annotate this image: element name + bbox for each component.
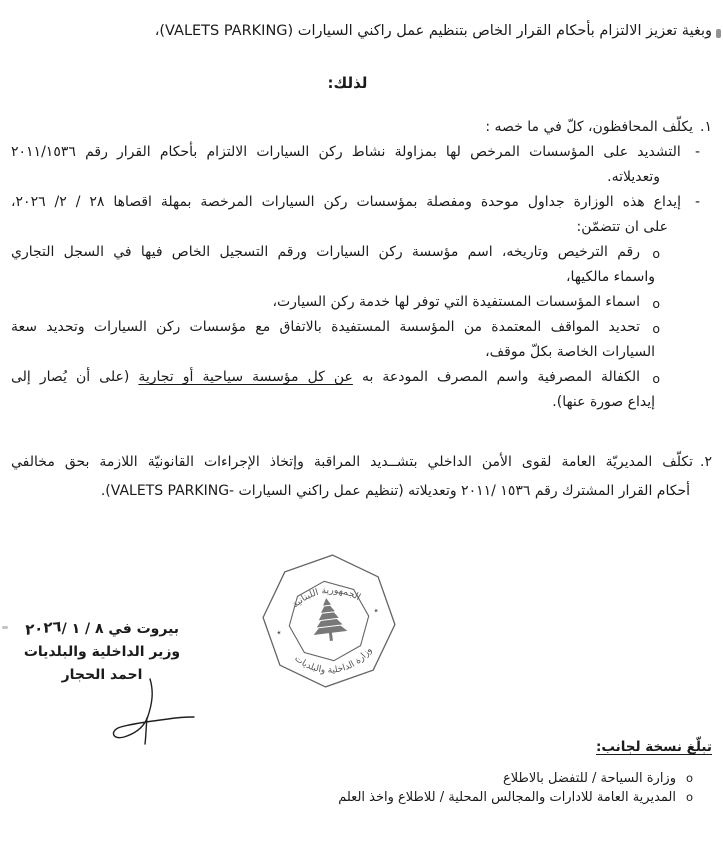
distribution-item-text: وزارة السياحة / للتفضل بالاطلاع [503,771,676,786]
bullet-3-text: تحديد المواقف المعتمدة من المؤسسة المستفيدة بالاتفاق مع مؤسسات ركن السيارات وتحديد سعة [11,319,640,335]
dash-item-1-line-2: وتعديلاته. [607,169,660,185]
item-2-line-2: أحكام القرار المشترك رقم ١٥٣٦ /٢٠١١ وتعديلاته (تنظيم عمل راكني السيارات -VALETS PARKING). [100,483,690,499]
decree-item-1 [11,114,712,415]
minister-signature-stroke [100,676,210,748]
bullet-item-4-line-2: إيداع صورة عنها). [552,394,655,410]
item-2-number: ٢. [700,454,712,470]
distribution-heading: تبلّغ نسخة لجانب: [595,739,712,755]
stamp-star-right-icon: ٭ [373,605,380,617]
decree-item-2 [11,448,712,506]
distribution-list [338,769,712,807]
therefore-heading: لذلك: [327,74,368,92]
stamp-bottom-text: وزارة الداخلية والبلديات [292,645,375,676]
bullet-marker: o [652,246,660,261]
place-and-date-line [6,617,198,641]
handwritten-year: ٢٠٢٦ [24,616,62,639]
item-1-number: ١. [700,119,712,135]
item-1-heading-line [11,114,712,140]
dash-marker: - [694,144,700,160]
scan-artifact [2,626,8,629]
bullet-4-text-underlined: عن كل مؤسسة سياحية أو تجارية [138,369,353,385]
item-2-line-1 [11,448,712,477]
stamp-star-left-icon: ٭ [276,627,283,639]
ministry-seal-stamp [256,550,402,692]
distribution-section [338,739,712,807]
intro-paragraph: وبغية تعزيز الالتزام بأحكام القرار الخاص بتنظيم عمل راكني السيارات (VALETS PARKING)، [154,23,712,39]
bullet-item-1-line-2: واسماء مالكيها، [566,269,655,285]
distribution-item-text: المديرية العامة للادارات والمجالس المحلية / للاطلاع واخذ العلم [338,790,676,805]
bullet-marker: o [652,296,660,311]
item-1-heading-text: يكلّف المحافظون، كلّ في ما خصه : [485,119,694,135]
bullet-item-2 [11,290,712,315]
bullet-1-text: رقم الترخيص وتاريخه، اسم مؤسسة ركن السيارات ورقم التسجيل الخاص فيها في السجل التجاري [11,244,640,260]
dash-item-1-line-1 [11,140,712,165]
bullet-item-4-line-1 [11,365,712,390]
bullet-item-1-line-1 [11,240,712,265]
dash-item-2-line-1 [11,190,712,215]
bullet-marker: o [685,790,693,804]
bullet-4-text-pre: الكفالة المصرفية واسم المصرف المودعة به [352,369,640,385]
distribution-item [338,788,712,807]
bullet-marker: o [652,371,660,386]
dash-item-1-text: التشديد على المؤسسات المرخص لها بمزاولة نشاط ركن السيارات الالتزام بأحكام القرار رقم ٢٠١١/١٥٣٦ [11,144,681,160]
distribution-item [338,769,712,788]
dash-item-2-text: إيداع هذه الوزارة جداول موحدة ومفصلة بمؤسسات ركن السيارات المرخصة بمهلة اقصاها ٢٨ / ٢/ ٢٠٢٦، [11,194,681,210]
bullet-2-text: اسماء المؤسسات المستفيدة التي توفر لها خدمة ركن السيارت، [272,294,640,310]
stamp-top-text: الجمهورية اللبنانية [290,584,363,611]
item-2-text-line-1: تكلّف المديريّة العامة لقوى الأمن الداخلي بتشــديد المراقبة وإتخاذ الإجراءات القانونيّة اللازمة بحق مخالفي [11,454,694,470]
bullet-4-text-post: (على أن يُصار إلى [11,369,139,385]
bullet-marker: o [685,771,693,785]
cedar-tree-icon [309,596,348,643]
minister-title: وزير الداخلية والبلديات [23,644,181,660]
bullet-item-3-line-1 [11,315,712,340]
minister-name: احمد الحجار [61,667,143,683]
bullet-item-3-line-2: السيارات الخاصة بكلّ موقف، [485,344,655,360]
bullet-marker: o [652,321,660,336]
scan-artifact [716,29,721,38]
place-date-text: بيروت في ٨ / ١ / [61,621,180,637]
dash-item-2-line-2: على ان تتضمّن: [576,219,668,235]
dash-marker: - [694,194,700,210]
